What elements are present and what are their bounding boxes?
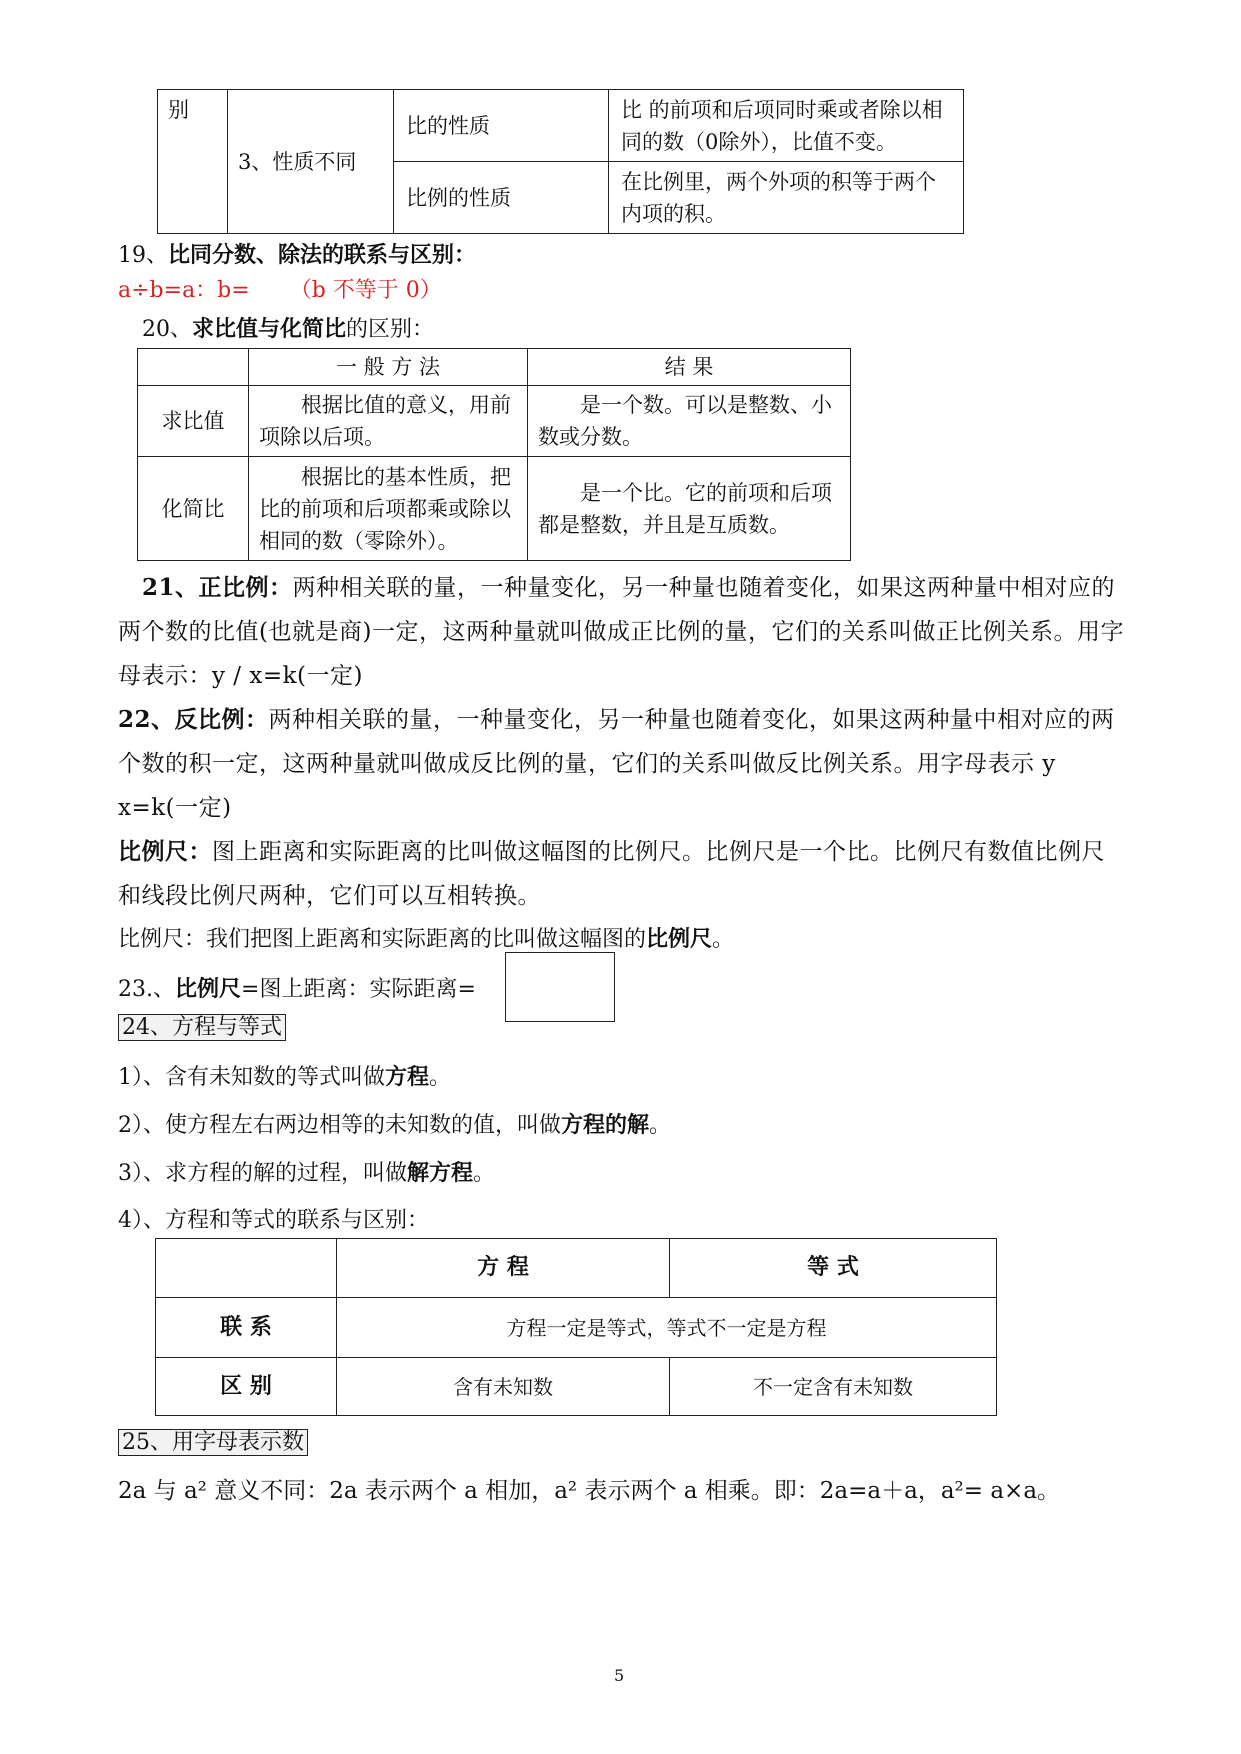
page-number — [614, 1666, 624, 1685]
simplify-label-text: 化简比 — [161, 496, 225, 521]
row-simplify-result — [528, 457, 851, 561]
eq-diff-b — [670, 1358, 997, 1416]
scale-label: 比例尺： — [118, 838, 212, 865]
ratio-label-text: 求比值 — [161, 409, 225, 433]
section-20-suffix: 的区别： — [346, 317, 435, 342]
s24-item-3-end: 。 — [473, 1161, 496, 1186]
s24-item-3 — [118, 1158, 495, 1189]
eq-header-empty — [156, 1239, 337, 1298]
section-23-bold: 比例尺 — [175, 976, 242, 1002]
section-25-heading — [118, 1428, 308, 1458]
simplify-result-text: 是一个比。它的前项和后项都是整数，并且是互质数。 — [538, 480, 832, 537]
s24-item-3-bold: 解方程 — [407, 1160, 474, 1186]
proportion-property-text: 比例的性质 — [406, 185, 511, 210]
section-21-paragraph — [118, 566, 1124, 698]
section-19-number: 19、 — [118, 243, 168, 268]
s24-item-3-text: 3）、求方程的解的过程，叫做 — [118, 1161, 407, 1186]
section-22-label: 22、反比例： — [118, 706, 269, 733]
header-method-text: 一 般 方 法 — [335, 355, 441, 379]
eq-diff-label — [156, 1358, 337, 1416]
section-25-text-value: 2a 与 a² 意义不同：2a 表示两个 a 相加，a² 表示两个 a 相乘。即：2a=a＋a，a²= a×a。 — [118, 1478, 1061, 1504]
eq-link-label-text: 联 系 — [220, 1314, 272, 1340]
section-19-formula — [118, 276, 442, 306]
eq-link-text — [337, 1298, 997, 1358]
section-19-title: 比同分数、除法的联系与区别： — [168, 242, 477, 268]
formula-note: （b 不等于 0） — [289, 278, 442, 303]
equation-table — [155, 1238, 997, 1416]
page-number-text: 5 — [614, 1666, 625, 1685]
difference-label-cell — [228, 90, 394, 234]
ratio-value-table — [137, 348, 851, 561]
section-22-paragraph — [118, 698, 1124, 830]
ratio-property-text: 比的性质 — [406, 113, 490, 138]
difference-label: 3、性质不同 — [238, 149, 357, 174]
s24-item-4-text: 4）、方程和等式的联系与区别： — [118, 1208, 429, 1233]
row-ratio-label — [138, 386, 249, 457]
header-result — [528, 349, 851, 386]
s24-item-2-text: 2）、使方程左右两边相等的未知数的值，叫做 — [118, 1113, 561, 1138]
header-method — [249, 349, 528, 386]
eq-link-text-value: 方程一定是等式，等式不一定是方程 — [506, 1315, 827, 1340]
eq-link-label — [156, 1298, 337, 1358]
eq-header-equality — [670, 1239, 997, 1298]
eq-diff-b-text: 不一定含有未知数 — [753, 1374, 913, 1399]
section-19-heading — [118, 240, 476, 271]
proportion-property-label — [394, 162, 609, 234]
simplify-method-text: 根据比的基本性质，把比的前项和后项都乘或除以相同的数（零除外）。 — [259, 464, 511, 553]
category-cell — [158, 90, 228, 234]
ratio-property-desc — [609, 90, 964, 162]
row-simplify-label — [138, 457, 249, 561]
section-23-text: =图上距离：实际距离= — [241, 977, 476, 1002]
section-23-number: 23.、 — [118, 977, 175, 1002]
section-21-text: 两种相关联的量，一种量变化，另一种量也随着变化，如果这两种量中相对应的两个数的比值(也就是商)一定，这两种量就叫做成正比例的量，它们的关系叫做正比例关系。用字母表示：y / x=k(一定) — [118, 575, 1124, 689]
s24-item-2 — [118, 1110, 671, 1141]
header-empty — [138, 349, 249, 386]
s24-item-1-end: 。 — [429, 1065, 452, 1090]
section-24-heading — [118, 1013, 286, 1043]
section-21-label: 21、正比例： — [142, 574, 293, 601]
row-ratio-result — [528, 386, 851, 457]
eq-header-equation — [337, 1239, 670, 1298]
category-text: 别 — [168, 98, 189, 122]
section-25-title: 25、用字母表示数 — [118, 1429, 308, 1456]
row-simplify-method — [249, 457, 528, 561]
eq-diff-label-text: 区 别 — [220, 1373, 272, 1399]
section-23-line — [118, 974, 476, 1005]
section-22-text: 两种相关联的量，一种量变化，另一种量也随着变化，如果这两种量中相对应的两个数的积一定，这两种量就叫做成反比例的量，它们的关系叫做反比例关系。用字母表示 y x=k(一定) — [118, 707, 1115, 821]
eq-diff-a — [337, 1358, 670, 1416]
proportion-property-desc — [609, 162, 964, 234]
section-25-text — [118, 1476, 1060, 1506]
row-ratio-method — [249, 386, 528, 457]
formula-text: a÷b=a：b= — [118, 278, 250, 303]
s24-item-1-bold: 方程 — [385, 1064, 430, 1090]
ratio-property-label — [394, 90, 609, 162]
section-20-title: 求比值与化简比 — [192, 316, 347, 342]
eq-header-equality-text: 等 式 — [807, 1255, 859, 1280]
eq-diff-a-text: 含有未知数 — [453, 1374, 553, 1399]
s24-item-2-end: 。 — [649, 1113, 672, 1138]
scale-definition — [118, 924, 734, 955]
ratio-method-text: 根据比值的意义，用前项除以后项。 — [259, 393, 511, 449]
s24-item-2-bold: 方程的解 — [561, 1112, 650, 1138]
scale-paragraph — [118, 830, 1124, 918]
ratio-result-text: 是一个数。可以是整数、小数或分数。 — [538, 393, 832, 449]
section-20-heading — [142, 314, 434, 345]
s24-item-4 — [118, 1206, 429, 1236]
scale-text: 图上距离和实际距离的比叫做这幅图的比例尺。比例尺是一个比。比例尺有数值比例尺和线段比例尺两种，它们可以互相转换。 — [118, 839, 1105, 909]
answer-box — [505, 952, 615, 1022]
ratio-property-desc-text: 比 的前项和后项同时乘或者除以相同的数（0除外），比值不变。 — [621, 97, 943, 154]
s24-item-1-text: 1）、含有未知数的等式叫做 — [118, 1065, 385, 1090]
section-24-title: 24、方程与等式 — [118, 1014, 286, 1041]
scale-definition-bold: 比例尺 — [646, 926, 713, 952]
scale-definition-text: 比例尺：我们把图上距离和实际距离的比叫做这幅图的 — [118, 927, 647, 952]
eq-header-equation-text: 方 程 — [477, 1255, 529, 1280]
section-20-number: 20、 — [142, 317, 192, 342]
scale-definition-end: 。 — [712, 927, 735, 952]
s24-item-1 — [118, 1062, 451, 1093]
proportion-property-desc-text: 在比例里，两个外项的积等于两个内项的积。 — [621, 169, 936, 226]
header-result-text: 结 果 — [664, 355, 714, 379]
property-table — [157, 89, 964, 234]
